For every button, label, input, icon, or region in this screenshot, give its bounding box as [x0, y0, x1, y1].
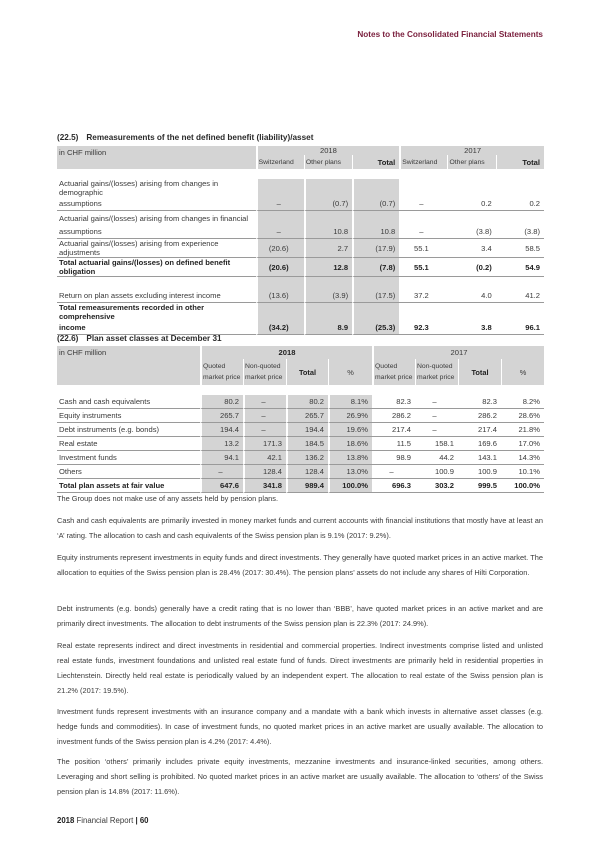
column-header — [200, 359, 243, 385]
column-header — [415, 359, 458, 385]
cell-value: 100.9 — [458, 465, 501, 479]
year-header: 2017 — [399, 146, 544, 155]
column-header-line: market price — [417, 374, 455, 381]
section-22-5-title — [57, 133, 313, 142]
cell-value: 82.3 — [372, 395, 415, 409]
cell-value: 0.2 — [496, 197, 544, 211]
cell-value: 58.5 — [496, 239, 544, 258]
cell-value: 696.3 — [372, 479, 415, 493]
table-row — [57, 423, 544, 437]
cell-value: 2.7 — [304, 239, 352, 258]
year-header: 2018 — [256, 146, 400, 155]
column-header: % — [328, 359, 372, 385]
cell-value: 17.0% — [501, 437, 544, 451]
column-header-line: market price — [375, 374, 413, 381]
cell-value: (20.6) — [256, 258, 304, 277]
cell-value: 28.6% — [501, 409, 544, 423]
cell-value: 13.2 — [200, 437, 243, 451]
row-label: Actuarial gains/(losses) arising from changes in demographic — [59, 179, 219, 197]
cell-value: 100.0% — [328, 479, 372, 493]
row-label: Investment funds — [57, 451, 200, 465]
cell-value: 265.7 — [286, 409, 328, 423]
cell-value: 92.3 — [399, 321, 447, 335]
table-row — [57, 451, 544, 465]
column-header-line: Non-quoted — [245, 363, 281, 370]
table-row — [57, 395, 544, 409]
cell-value: 19.6% — [328, 423, 372, 437]
table-row — [57, 289, 544, 303]
cell-value: 98.9 — [372, 451, 415, 465]
column-header-line: market price — [245, 374, 283, 381]
cell-value: 158.1 — [415, 437, 458, 451]
cell-value: 12.8 — [304, 258, 352, 277]
cell-value: 265.7 — [200, 409, 243, 423]
cell-value: – — [415, 395, 458, 409]
cell-value: 54.9 — [496, 258, 544, 277]
column-header: % — [501, 359, 544, 385]
row-label: income — [57, 321, 256, 335]
unit-label: in CHF million — [57, 146, 256, 169]
cell-value: 94.1 — [200, 451, 243, 465]
remeasurements-table — [57, 146, 544, 335]
row-label: Others — [57, 465, 200, 479]
table-row — [57, 225, 544, 239]
cell-value: 3.4 — [447, 239, 495, 258]
cell-value: 55.1 — [399, 239, 447, 258]
footer-separator: | — [135, 816, 138, 825]
table-row — [57, 409, 544, 423]
table-row — [57, 258, 544, 277]
section-number: (22.5) — [57, 133, 79, 142]
cell-value: 26.9% — [328, 409, 372, 423]
cell-value: (17.5) — [352, 289, 399, 303]
cell-value: 100.0% — [501, 479, 544, 493]
cell-value: (25.3) — [352, 321, 399, 335]
table-header-years — [57, 346, 544, 359]
cell-value: (3.8) — [496, 225, 544, 239]
spacer-row — [57, 277, 544, 289]
cell-value: 11.5 — [372, 437, 415, 451]
cell-value: 8.9 — [304, 321, 352, 335]
table-row — [57, 239, 544, 258]
cell-value: (0.7) — [352, 197, 399, 211]
row-label: Cash and cash equivalents — [57, 395, 200, 409]
cell-value: 217.4 — [458, 423, 501, 437]
cell-value: 286.2 — [458, 409, 501, 423]
cell-value: 0.2 — [447, 197, 495, 211]
footer-page-number: 60 — [139, 816, 149, 825]
cell-value: (0.2) — [447, 258, 495, 277]
paragraph: The Group does not make use of any assets held by pension plans. — [57, 494, 279, 503]
paragraph: Cash and cash equivalents are primarily invested in money market funds and current accounts with financial institutions that mostly have at least an ‘A’ rating. The allocation to cash and cash equivalents of the Swiss pension plan is 9.1% (2017: 9.2%). — [57, 516, 543, 540]
paragraph: Debt instruments (e.g. bonds) generally have a credit rating that is no lower than ‘BBB’, have quoted market prices in an active market and are primarily direct investments. The allocation to debt instruments of the Swiss pension plan is 22.3% (2017: 24.9%). — [57, 604, 543, 628]
row-label: assumptions — [57, 197, 256, 211]
cell-value: (3.8) — [447, 225, 495, 239]
row-label: assumptions — [57, 225, 256, 239]
unit-label: in CHF million — [57, 346, 200, 385]
section-22-6-title — [57, 334, 222, 343]
cell-value: 100.9 — [415, 465, 458, 479]
section-number: (22.6) — [57, 334, 79, 343]
table-row-label-continued — [57, 179, 544, 197]
cell-value: 42.1 — [243, 451, 286, 465]
row-label: Real estate — [57, 437, 200, 451]
cell-value: – — [256, 197, 304, 211]
paragraph: Equity instruments represent investments in equity funds and direct investments. They generally have quoted market prices in an active market. The allocation to equities of the Swiss pension plan is 28.4% (2017: 30.4%). The pension plans’ assets do not include any shares of Hilti Corporation. — [57, 553, 543, 577]
cell-value: (34.2) — [256, 321, 304, 335]
cell-value: – — [372, 465, 415, 479]
section-title: Remeasurements of the net defined benefit (liability)/asset — [86, 133, 314, 142]
row-label: Total plan assets at fair value — [57, 479, 200, 493]
table-row-label-continued — [57, 303, 544, 321]
row-label: Actuarial gains/(losses) arising from changes in financial — [59, 213, 249, 223]
year-header: 2018 — [200, 346, 372, 359]
cell-value: 303.2 — [415, 479, 458, 493]
cell-value: 4.0 — [447, 289, 495, 303]
column-header-line: Quoted — [375, 363, 398, 370]
column-header-line: Quoted — [203, 363, 226, 370]
column-header: Switzerland — [399, 155, 447, 169]
column-header: Total — [352, 155, 399, 169]
running-header: Notes to the Consolidated Financial Statements — [357, 30, 543, 39]
cell-value: (17.9) — [352, 239, 399, 258]
table-row — [57, 197, 544, 211]
cell-value: 55.1 — [399, 258, 447, 277]
table-row-label-continued — [57, 211, 544, 225]
section-title: Plan asset classes at December 31 — [86, 334, 222, 343]
column-header-line: market price — [203, 374, 241, 381]
cell-value: 10.8 — [352, 225, 399, 239]
column-header: Other plans — [304, 155, 352, 169]
table-row — [57, 465, 544, 479]
column-header — [372, 359, 415, 385]
row-label: Actuarial gains/(losses) arising from experience adjustments — [57, 239, 256, 258]
cell-value: 128.4 — [243, 465, 286, 479]
cell-value: 171.3 — [243, 437, 286, 451]
cell-value: 184.5 — [286, 437, 328, 451]
paragraph: Investment funds represent investments with an insurance company and a mandate with a bank which invests in alternative asset classes (e.g. hedge funds and commodities). In case of investment funds, no quoted market prices in an active market are usually available. The allocation to investment funds of the Swiss pension plan is 4.2% (2017: 4.4%). — [57, 707, 543, 746]
cell-value: – — [399, 225, 447, 239]
table-row — [57, 437, 544, 451]
column-header: Total — [458, 359, 501, 385]
cell-value: 128.4 — [286, 465, 328, 479]
cell-value: 10.8 — [304, 225, 352, 239]
cell-value: 286.2 — [372, 409, 415, 423]
cell-value: 37.2 — [399, 289, 447, 303]
table-header-years — [57, 146, 544, 155]
cell-value: 169.6 — [458, 437, 501, 451]
row-label: Debt instruments (e.g. bonds) — [57, 423, 200, 437]
cell-value: (20.6) — [256, 239, 304, 258]
cell-value: 999.5 — [458, 479, 501, 493]
cell-value: – — [243, 409, 286, 423]
footer-year: 2018 — [57, 816, 75, 825]
cell-value: (13.6) — [256, 289, 304, 303]
cell-value: 194.4 — [200, 423, 243, 437]
cell-value: 82.3 — [458, 395, 501, 409]
column-header: Total — [496, 155, 544, 169]
column-header: Switzerland — [256, 155, 304, 169]
cell-value: – — [399, 197, 447, 211]
cell-value: 8.1% — [328, 395, 372, 409]
cell-value: – — [415, 409, 458, 423]
cell-value: 41.2 — [496, 289, 544, 303]
cell-value: 80.2 — [286, 395, 328, 409]
paragraph: The position ‘others’ primarily includes private equity investments, mezzanine investments and insurance-linked securities, among others. Leveraging and short selling is prohibited. No quoted market prices in an active market are usually available. The allocation to ‘others’ of the Swiss pension plan is 14.8% (2017: 11.6%). — [57, 757, 543, 796]
row-label: Return on plan assets excluding interest income — [57, 289, 256, 303]
cell-value: 21.8% — [501, 423, 544, 437]
row-label: Equity instruments — [57, 409, 200, 423]
cell-value: – — [200, 465, 243, 479]
cell-value: 136.2 — [286, 451, 328, 465]
cell-value: 143.1 — [458, 451, 501, 465]
cell-value: 80.2 — [200, 395, 243, 409]
cell-value: 96.1 — [496, 321, 544, 335]
cell-value: (3.9) — [304, 289, 352, 303]
column-header: Total — [286, 359, 328, 385]
cell-value: 13.0% — [328, 465, 372, 479]
page-footer — [57, 816, 149, 825]
column-header: Other plans — [447, 155, 495, 169]
cell-value: – — [243, 423, 286, 437]
year-header: 2017 — [372, 346, 544, 359]
plan-asset-classes-table — [57, 346, 544, 493]
cell-value: (7.8) — [352, 258, 399, 277]
cell-value: 14.3% — [501, 451, 544, 465]
row-label: Total actuarial gains/(losses) on defined benefit obligation — [57, 258, 256, 277]
paragraph: Real estate represents indirect and direct investments in residential and commercial properties. Indirect investments comprise listed and unlisted real estate funds, investment foundations and unlisted real estate fund of funds. Direct investments are primarily held in residential properties in Liechtenstein. Directly held real estate is periodically valued by an independent expert. The allocation to real estate of the Swiss pension plan is 21.2% (2017: 19.5%). — [57, 641, 543, 695]
cell-value: (0.7) — [304, 197, 352, 211]
footer-report: Financial Report — [76, 816, 134, 825]
cell-value: 194.4 — [286, 423, 328, 437]
row-label: Total remeasurements recorded in other comprehensive — [59, 303, 205, 321]
column-header — [243, 359, 286, 385]
cell-value: 341.8 — [243, 479, 286, 493]
table-row — [57, 321, 544, 335]
cell-value: 989.4 — [286, 479, 328, 493]
cell-value: 217.4 — [372, 423, 415, 437]
cell-value: – — [243, 395, 286, 409]
cell-value: – — [415, 423, 458, 437]
cell-value: 13.8% — [328, 451, 372, 465]
cell-value: – — [256, 225, 304, 239]
cell-value: 647.6 — [200, 479, 243, 493]
cell-value: 44.2 — [415, 451, 458, 465]
cell-value: 10.1% — [501, 465, 544, 479]
cell-value: 8.2% — [501, 395, 544, 409]
cell-value: 18.6% — [328, 437, 372, 451]
column-header-line: Non-quoted — [417, 363, 453, 370]
cell-value: 3.8 — [447, 321, 495, 335]
